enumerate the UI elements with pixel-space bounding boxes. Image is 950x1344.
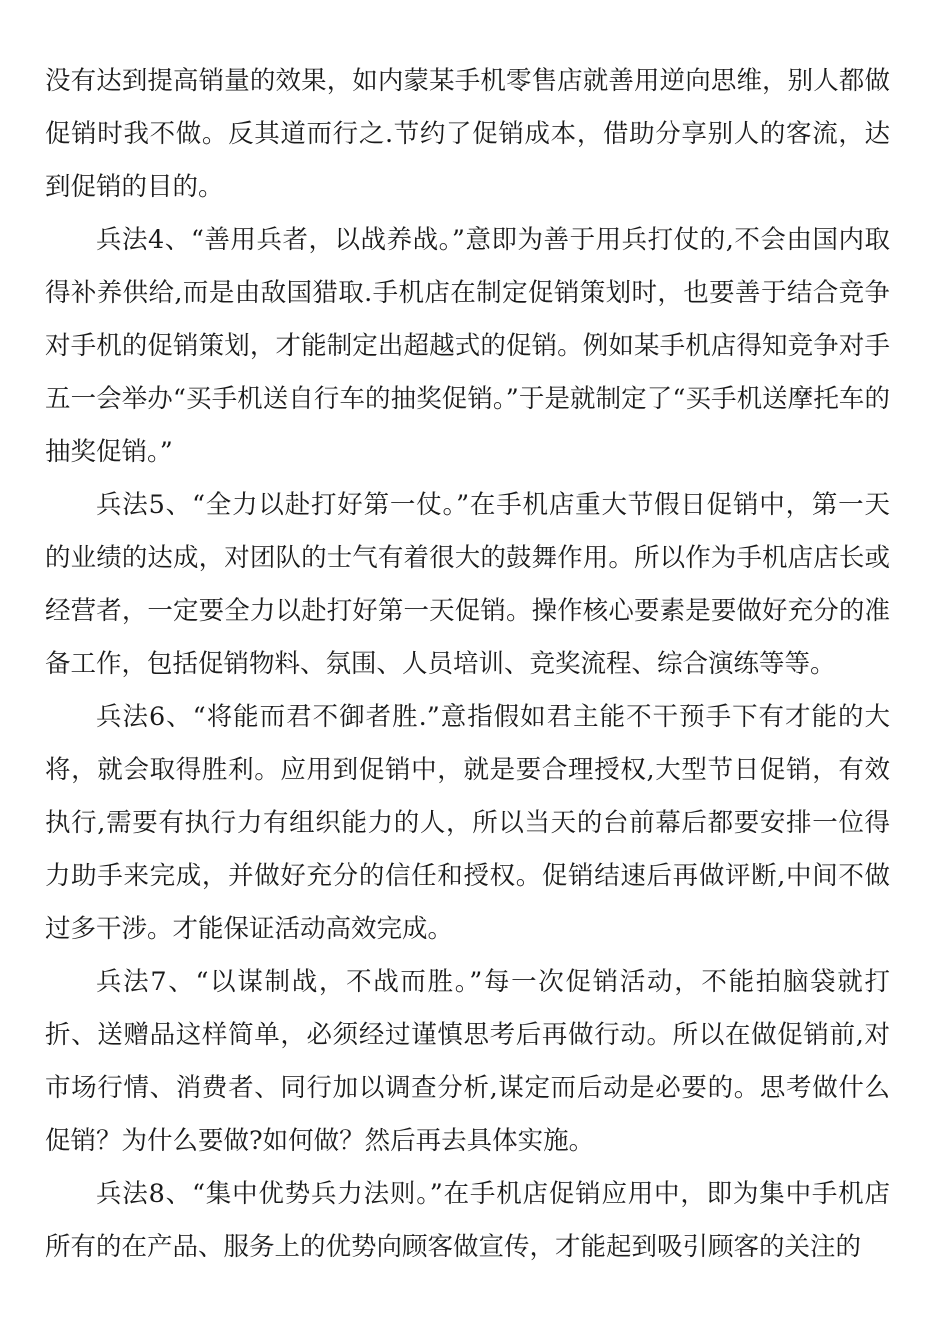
paragraph-strategy-7: 兵法7、“以谋制战，不战而胜。”每一次促销活动，不能拍脑袋就打折、送赠品这样简单，必须经过谨慎思考后再做行动。所以在做促销前,对市场行情、消费者、同行加以调查分析,谋定而后动是必要的。思考做什么促销？为什么要做?如何做？然后再去具体实施。 (45, 967, 890, 1156)
paragraph-strategy-6: 兵法6、“将能而君不御者胜.”意指假如君主能不干预手下有才能的大将，就会取得胜利。应用到促销中，就是要合理授权,大型节日促销，有效执行,需要有执行力有组织能力的人，所以当天的台前幕后都要安排一位得力助手来完成，并做好充分的信任和授权。促销结速后再做评断,中间不做过多干涉。才能保证活动高效完成。 (45, 702, 890, 944)
paragraph-strategy-5: 兵法5、“全力以赴打好第一仗。”在手机店重大节假日促销中，第一天的业绩的达成，对团队的士气有着很大的鼓舞作用。所以作为手机店店长或经营者，一定要全力以赴打好第一天促销。操作核心要素是要做好充分的准备工作，包括促销物料、氛围、人员培训、竞奖流程、综合演练等等。 (45, 490, 890, 679)
paragraph-strategy-4: 兵法4、“善用兵者，以战养战。”意即为善于用兵打仗的,不会由国内取得补养供给,而是由敌国猎取.手机店在制定促销策划时，也要善于结合竞争对手机的促销策划，才能制定出超越式的促销。例如某手机店得知竞争对手五一会举办“买手机送自行车的抽奖促销。”于是就制定了“买手机送摩托车的抽奖促销。” (45, 225, 890, 467)
paragraph-continuation: 没有达到提高销量的效果，如内蒙某手机零售店就善用逆向思维，别人都做促销时我不做。反其道而行之.节约了促销成本，借助分享别人的客流，达到促销的目的。 (45, 66, 890, 202)
paragraph-strategy-8: 兵法8、“集中优势兵力法则。”在手机店促销应用中，即为集中手机店所有的在产品、服务上的优势向顾客做宣传，才能起到吸引顾客的关注的 (45, 1179, 890, 1262)
document-body (45, 55, 890, 1274)
